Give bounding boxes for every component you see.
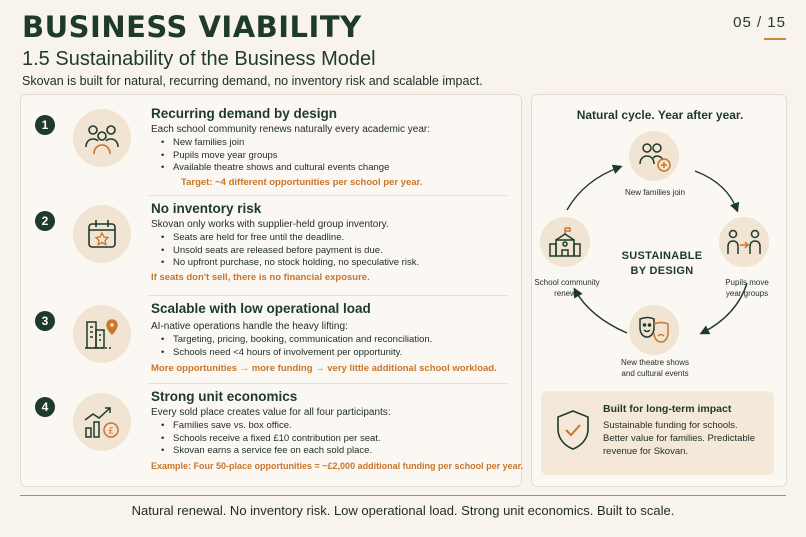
item-bullets <box>161 137 389 175</box>
item-highlight: Target: ~4 different opportunities per school per year. <box>181 177 423 188</box>
calendar-star-icon <box>73 205 131 263</box>
shield-check-icon <box>555 409 591 451</box>
page-number-underline <box>764 38 786 40</box>
item-highlight: More opportunities → more funding → very little additional school workload. <box>151 363 497 374</box>
node-label-left <box>532 277 602 299</box>
node-label-bottom-line1: New theatre shows <box>620 358 690 367</box>
footer-tagline: Natural renewal. No inventory risk. Low operational load. Strong unit economics. Built to scale. <box>131 503 675 518</box>
item-highlight: Example: Four 50-place opportunities = ~£2,000 additional funding per school per year. <box>151 461 524 471</box>
cycle-panel <box>531 94 787 487</box>
impact-line-3: revenue for Skovan. <box>603 446 689 457</box>
footer-divider <box>20 495 786 496</box>
item-title: Strong unit economics <box>151 389 298 404</box>
item-bullets <box>161 420 381 458</box>
pupils-move-icon <box>719 217 769 267</box>
item-title: Scalable with low operational load <box>151 301 371 316</box>
bullet: • Unsold seats are released before payment is due. <box>161 245 419 258</box>
item-number: 3 <box>35 311 55 331</box>
center-label-line1: SUSTAINABLE <box>621 250 703 262</box>
features-panel <box>20 94 522 487</box>
item-description: Every sold place creates value for all four participants: <box>151 407 391 418</box>
item-title: No inventory risk <box>151 201 262 216</box>
node-label-right-line2: year groups <box>725 289 769 298</box>
school-building-icon <box>540 217 590 267</box>
node-label-right-line1: Pupils move <box>725 278 769 287</box>
cycle-title: Natural cycle. Year after year. <box>576 108 744 122</box>
city-location-icon <box>73 305 131 363</box>
node-label-bottom-line2: and cultural events <box>621 369 689 378</box>
bullet: • No upfront purchase, no stock holding, no speculative risk. <box>161 257 419 270</box>
bullet: • Schools receive a fixed £10 contribution per seat. <box>161 433 381 446</box>
node-label-left-line2: renews <box>554 289 580 298</box>
item-bullets <box>161 232 419 270</box>
arrow-top-right <box>695 171 737 210</box>
bullet: • Families save vs. box office. <box>161 420 381 433</box>
impact-box <box>541 391 774 475</box>
bullet: • Schools need <4 hours of involvement per opportunity. <box>161 347 432 360</box>
item-description: Skovan only works with supplier-held group inventory. <box>151 219 389 230</box>
item-highlight: If seats don't sell, there is no financial exposure. <box>151 272 370 283</box>
item-number: 2 <box>35 211 55 231</box>
divider <box>149 383 507 384</box>
intro-text: Skovan is built for natural, recurring demand, no inventory risk and scalable impact. <box>22 74 483 88</box>
impact-text <box>603 419 763 458</box>
bullet: • Skovan earns a service fee on each sold place. <box>161 445 381 458</box>
svg-text:£: £ <box>108 426 114 437</box>
impact-line-1: Sustainable funding for schools. <box>603 420 738 431</box>
bullet: • Targeting, pricing, booking, communication and reconciliation. <box>161 334 432 347</box>
item-description: AI-native operations handle the heavy lifting: <box>151 321 348 332</box>
bullet: • New families join <box>161 137 389 150</box>
new-families-icon <box>629 131 679 181</box>
node-label-bottom <box>604 357 706 379</box>
impact-title: Built for long-term impact <box>603 403 732 415</box>
theatre-masks-icon <box>629 305 679 355</box>
divider <box>149 195 507 196</box>
bullet: • Pupils move year groups <box>161 150 389 163</box>
divider <box>149 295 507 296</box>
item-title: Recurring demand by design <box>151 106 338 121</box>
page-number: 05 / 15 <box>733 14 786 31</box>
item-bullets <box>161 334 432 359</box>
center-label-line2: BY DESIGN <box>630 265 694 277</box>
node-label-left-line1: School community <box>534 278 600 287</box>
node-label-right <box>712 277 782 299</box>
bullet: • Available theatre shows and cultural events change <box>161 162 389 175</box>
item-number: 1 <box>35 115 55 135</box>
cycle-center-label <box>602 249 722 279</box>
growth-chart-pound-icon <box>73 393 131 451</box>
impact-line-2: Better value for families. Predictable <box>603 433 756 444</box>
family-group-icon <box>73 109 131 167</box>
section-subtitle: 1.5 Sustainability of the Business Model <box>22 48 376 70</box>
item-number: 4 <box>35 397 55 417</box>
bullet: • Seats are held for free until the deadline. <box>161 232 419 245</box>
node-label-top: New families join <box>624 188 686 197</box>
item-description: Each school community renews naturally every academic year: <box>151 124 431 135</box>
page-title: BUSINESS VIABILITY <box>22 10 362 44</box>
